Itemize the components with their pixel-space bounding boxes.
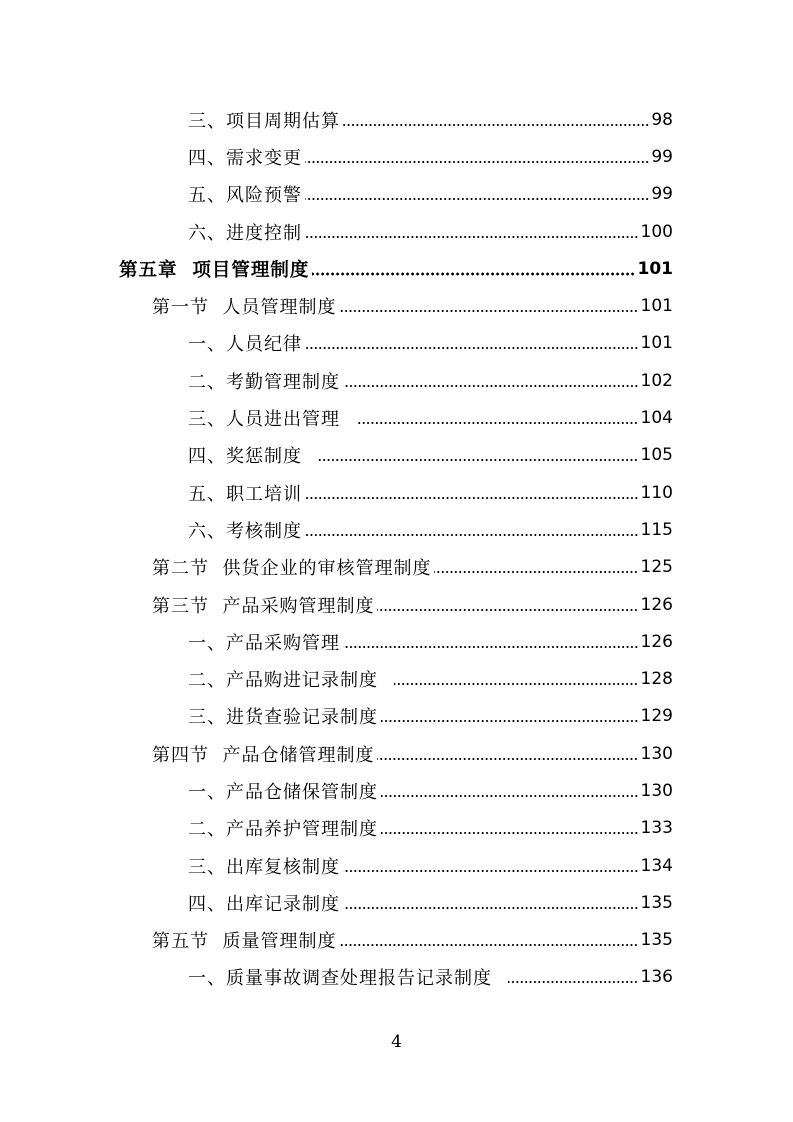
toc-entry-page: 135 [640, 930, 673, 951]
dot-leader [381, 718, 639, 724]
toc-entry-page: 126 [640, 631, 673, 652]
dot-leader [377, 607, 638, 613]
dot-leader [305, 495, 639, 501]
toc-entry-title: 一、质量事故调查处理报告记录制度 [188, 968, 506, 990]
toc-entry-title: 第五章 项目管理制度 [119, 259, 310, 281]
toc-entry-title: 五、职工培训 [188, 483, 302, 505]
toc-entry-title: 四、奖惩制度 [188, 446, 316, 468]
toc-entry-title: 一、产品仓储保管制度 [188, 781, 378, 803]
dot-leader [381, 793, 639, 799]
toc-entry-title: 三、人员进出管理 [188, 409, 354, 431]
toc-entry[interactable] [0, 362, 793, 399]
toc-entry[interactable] [0, 511, 793, 548]
toc-entry[interactable] [0, 772, 793, 809]
dot-leader [305, 159, 649, 165]
dot-leader [339, 942, 638, 948]
toc-entry-page: 100 [640, 221, 673, 242]
dot-leader [305, 234, 639, 240]
dot-leader [343, 383, 639, 389]
toc-entry-page: 125 [640, 557, 673, 578]
toc-entry-page: 99 [651, 184, 673, 205]
toc-entry[interactable] [0, 213, 793, 250]
toc-entry-page: 134 [640, 855, 673, 876]
toc-entry-title: 三、进货查验记录制度 [188, 707, 378, 729]
toc-entry-title: 四、出库记录制度 [188, 893, 340, 915]
toc-entry-page: 101 [640, 333, 673, 354]
dot-leader [356, 420, 638, 426]
toc-entry[interactable] [0, 884, 793, 921]
dot-leader [305, 532, 639, 538]
toc-entry-page: 101 [637, 258, 673, 279]
toc-entry[interactable] [0, 474, 793, 511]
dot-leader [343, 905, 639, 911]
toc-entry-title: 第四节 产品仓储管理制度 [152, 744, 375, 766]
toc-entry-page: 133 [640, 818, 673, 839]
toc-section-entry[interactable] [0, 586, 793, 623]
toc-entry-page: 104 [640, 408, 673, 429]
toc-entry-title: 六、考核制度 [188, 520, 302, 542]
dot-leader [381, 830, 639, 836]
toc-entry[interactable] [0, 399, 793, 436]
toc-entry[interactable] [0, 660, 793, 697]
toc-entry-title: 二、产品养护管理制度 [188, 819, 378, 841]
toc-entry-title: 四、需求变更 [188, 147, 302, 169]
toc-entry[interactable] [0, 698, 793, 735]
toc-entry-title: 二、产品购进记录制度 [188, 670, 392, 692]
dot-leader [343, 122, 649, 128]
toc-entry-title: 三、项目周期估算 [188, 110, 340, 132]
table-of-contents [0, 101, 793, 996]
toc-entry-page: 99 [651, 146, 673, 167]
toc-entry-page: 136 [640, 967, 673, 988]
toc-entry-title: 三、出库复核制度 [188, 856, 340, 878]
toc-entry[interactable] [0, 810, 793, 847]
toc-entry-page: 128 [640, 669, 673, 690]
toc-section-entry[interactable] [0, 549, 793, 586]
dot-leader [318, 457, 638, 463]
toc-entry-title: 第一节 人员管理制度 [152, 297, 337, 319]
toc-entry-title: 五、风险预警 [188, 185, 302, 207]
toc-entry-title: 一、人员纪律 [188, 334, 302, 356]
dot-leader [305, 345, 639, 351]
toc-entry[interactable] [0, 623, 793, 660]
dot-leader [305, 196, 649, 202]
toc-entry-page: 115 [640, 519, 673, 540]
toc-entry-page: 110 [640, 482, 673, 503]
toc-chapter-entry[interactable] [0, 250, 793, 287]
toc-section-entry[interactable] [0, 922, 793, 959]
toc-entry-page: 130 [640, 743, 673, 764]
toc-entry[interactable] [0, 325, 793, 362]
toc-entry-page: 126 [640, 594, 673, 615]
toc-entry-title: 第二节 供货企业的审核管理制度 [152, 558, 432, 580]
toc-entry-page: 101 [640, 296, 673, 317]
toc-section-entry[interactable] [0, 287, 793, 324]
toc-entry-page: 130 [640, 780, 673, 801]
dot-leader [343, 868, 639, 874]
dot-leader [394, 681, 638, 687]
toc-entry-page: 129 [640, 706, 673, 727]
toc-entry[interactable] [0, 847, 793, 884]
toc-entry-page: 102 [640, 370, 673, 391]
toc-entry-title: 六、进度控制 [188, 222, 302, 244]
toc-section-entry[interactable] [0, 735, 793, 772]
dot-leader [312, 271, 635, 277]
dot-leader [343, 644, 639, 650]
dot-leader [508, 979, 638, 985]
toc-entry-title: 一、产品采购管理 [188, 632, 340, 654]
dot-leader [339, 308, 638, 314]
toc-entry[interactable] [0, 176, 793, 213]
dot-leader [434, 569, 638, 575]
page-number: 4 [391, 1032, 402, 1052]
toc-entry-page: 98 [651, 109, 673, 130]
toc-entry[interactable] [0, 101, 793, 138]
toc-entry[interactable] [0, 959, 793, 996]
toc-entry[interactable] [0, 437, 793, 474]
toc-entry-title: 第五节 质量管理制度 [152, 931, 337, 953]
toc-entry-page: 105 [640, 445, 673, 466]
toc-entry[interactable] [0, 138, 793, 175]
dot-leader [377, 756, 638, 762]
toc-entry-page: 135 [640, 892, 673, 913]
toc-entry-title: 二、考勤管理制度 [188, 371, 340, 393]
toc-entry-title: 第三节 产品采购管理制度 [152, 595, 375, 617]
